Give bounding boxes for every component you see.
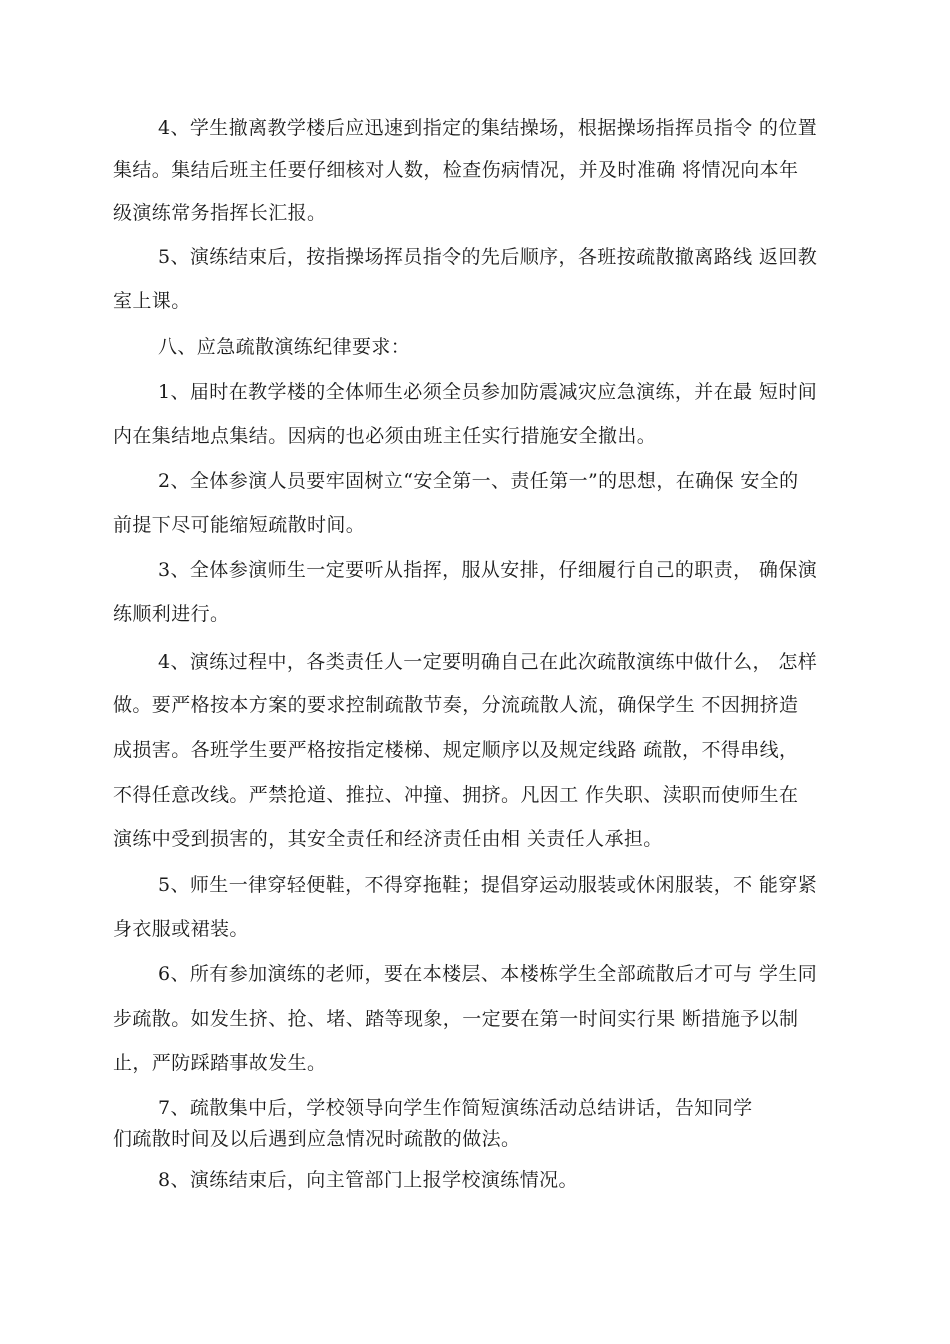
- text-line: 1、届时在教学楼的全体师生必须全员参加防震减灾应急演练，并在最 短时间: [158, 381, 818, 403]
- text-line: 内在集结地点集结。因病的也必须由班主任实行措施安全撤出。: [113, 425, 657, 447]
- text-line: 前提下尽可能缩短疏散时间。: [113, 514, 366, 536]
- text-line: 6、所有参加演练的老师，要在本楼层、本楼栋学生全部疏散后才可与 学生同: [158, 963, 818, 985]
- text-line: 演练中受到损害的，其安全责任和经济责任由相 关责任人承担。: [113, 828, 663, 850]
- text-line: 4、演练过程中，各类责任人一定要明确自己在此次疏散演练中做什么， 怎样: [158, 651, 818, 673]
- section-heading: 八、应急疏散演练纪律要求：: [158, 336, 411, 358]
- text-line: 7、疏散集中后，学校领导向学生作简短演练活动总结讲话，告知同学: [158, 1097, 753, 1119]
- text-line: 练顺利进行。: [113, 603, 230, 625]
- text-line: 做。要严格按本方案的要求控制疏散节奏，分流疏散人流，确保学生 不因拥挤造: [113, 694, 799, 716]
- text-line: 室上课。: [113, 290, 191, 312]
- text-line: 步疏散。如发生挤、抢、堵、踏等现象，一定要在第一时间实行果 断措施予以制: [113, 1008, 799, 1030]
- text-line: 5、演练结束后，按指操场挥员指令的先后顺序，各班按疏散撤离路线 返回教: [158, 246, 818, 268]
- text-line: 4、学生撤离教学楼后应迅速到指定的集结操场，根据操场指挥员指令 的位置: [158, 117, 818, 139]
- text-line: 3、全体参演师生一定要听从指挥，服从安排，仔细履行自己的职责， 确保演: [158, 559, 818, 581]
- text-line: 止，严防踩踏事故发生。: [113, 1052, 327, 1074]
- text-line: 身衣服或裙装。: [113, 918, 249, 940]
- text-line: 不得任意改线。严禁抢道、推拉、冲撞、拥挤。凡因工 作失职、渎职而使师生在: [113, 784, 799, 806]
- text-line: 2、全体参演人员要牢固树立“安全第一、责任第一”的思想，在确保 安全的: [158, 470, 799, 492]
- text-line: 5、师生一律穿轻便鞋，不得穿拖鞋；提倡穿运动服装或休闲服装，不 能穿紧: [158, 874, 818, 896]
- text-line: 们疏散时间及以后遇到应急情况时疏散的做法。: [113, 1128, 521, 1150]
- text-line: 8、演练结束后，向主管部门上报学校演练情况。: [158, 1169, 578, 1191]
- text-line: 成损害。各班学生要严格按指定楼梯、规定顺序以及规定线路 疏散，不得串线，: [113, 739, 799, 761]
- text-line: 级演练常务指挥长汇报。: [113, 202, 327, 224]
- text-line: 集结。集结后班主任要仔细核对人数，检查伤病情况，并及时准确 将情况向本年: [113, 159, 799, 181]
